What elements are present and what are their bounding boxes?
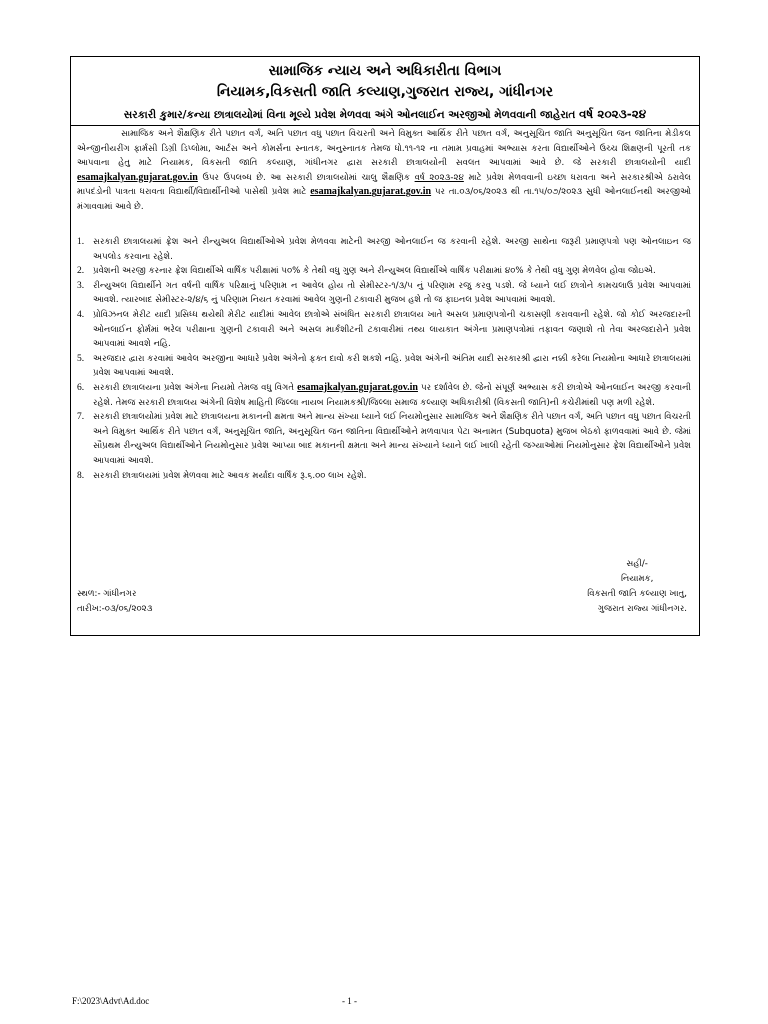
date-label: તારીખ:-૦૩/૦૬/૨૦૨૩ [77,604,153,614]
list-item [77,469,691,484]
item-text: પ્રોવિઝનલ મેરીટ યાદી પ્રસિધ્ધ થયેથી મેરીટ યાદીમાં આવેલ છાત્રોએ સંબંધિત સરકારી છાત્રાલય ખાતે અસલ પ્રમાણપત્રોની ચકાસણી કરાવવાની રહેશે. જો કોઈ અરજદારની ઓનલાઈન ફોર્મમાં ભરેલ પરીક્ષાના ગુણની ટકાવારી અને અસલ માર્કશીટની ટકાવારીમાં તથ્ય લાયકાત અંગેના પ્રમાણપત્રોમાં તફાવત જણાશે તો તેવા અરજદારોને પ્રવેશ આપવામાં આવશે નહિ. [93,309,691,350]
portal-link-2[interactable]: esamajkalyan.gujarat.gov.in [310,186,432,198]
item-number: 2. [77,266,85,277]
item-text: સરકારી છાત્રાલયમાં પ્રવેશ મેળવવા માટે આવક મર્યાદા વાર્ષિક રૂ.૬.૦૦ લાખ રહેશે. [93,470,367,481]
header-divider [71,125,699,126]
item-text: રીન્યુઅલ વિદ્યાર્થીને ગત વર્ષની વાર્ષિક પરિક્ષાનું પરિણામ ન આવેલ હોય તો સેમીસ્ટર-૧/૩/૫ નું પરિણામ રજુ કરવુ પડશે. જે ધ્યાને લઈ છાત્રોને કામચલાઉ પ્રવેશ આપવામાં આવશે. ત્યારબાદ સેમીસ્ટર-૨/૪/૬ નું પરિણામ નિયત કરવામાં આવેલ ગુણની ટકાવારી મુજબ હશે તો જ ફાઇનલ પ્રવેશ આપવામાં આવશે. [93,280,691,306]
signatory-department: વિકસતી જાતિ કલ્યાણ ખાતુ, [587,589,687,599]
notice-subject-year: વર્ષ ૨૦૨૩-૨૪ [579,107,647,121]
list-item [77,308,691,352]
item-text: પર દર્શાવેલ છે. જેનો સંપૂર્ણ અભ્યાસ કરી છાત્રોએ ઓનલાઈન અરજી કરવાની રહેશે. તેમજ સરકારી છાત્રાલય અંગેની વિશેષ માહિતી જિલ્લા નાયબ નિયામકશ્રી/જિલ્લા સમાજ કલ્યાણ અધિકારીશ્રી (વિકસતી જાતિ)ની કચેરીમાંથી પણ મળી રહેશે. [93,382,692,408]
page-number: - 1 - [342,996,357,1006]
signatory-place: ગુજરાત રાજ્ય ગાંધીનગર. [597,604,687,614]
item-text: અરજદાર દ્વારા કરવામાં આવેલ અરજીના આધારે પ્રવેશ અંગેનો ફક્ત દાવો કરી શકશે નહિ. પ્રવેશ અંગેની અંતિમ યાદી સરકારશ્રી દ્વારા નક્કી કરેલા નિયમોના આધારે છાત્રાલયમાં પ્રવેશ આપવામાં આવશે. [93,353,691,379]
item-text: પ્રવેશની અરજી કરનાર ફ્રેશ વિદ્યાર્થીએ વાર્ષિક પરીક્ષામાં ૫૦% કે તેથી વધુ ગુણ અને રીન્યુઅલ વિદ્યાર્થીએ વાર્ષિક પરીક્ષામાં ૪૦% કે તેથી વધુ ગુણ મેળવેલ હોવા જોઇએ. [93,266,656,277]
item-number: 8. [77,470,85,481]
item-number: 1. [77,237,85,247]
notice-frame [70,56,700,636]
notice-subject [71,107,699,122]
notice-subject-text: સરકારી કુમાર/કન્યા છાત્રાલયોમાં વિના મૂલ્યે પ્રવેશ મેળવવા અંગે ઓનલાઈન અરજીઓ મેળવવાની જાહેરાત [123,109,576,121]
item-number: 7. [77,412,85,423]
portal-link-3[interactable]: esamajkalyan.gujarat.gov.in [297,381,418,393]
rules-list [77,235,691,483]
signatory-title: નિયામક, [620,574,654,584]
list-item [77,381,691,410]
intro-year: વર્ષ ૨૦૨૩-૨૪ [414,172,464,183]
signature-block [587,557,687,617]
place-label: સ્થળ:- ગાંધીનગર [77,589,137,599]
office-title: નિયામક,વિકસતી જાતિ કલ્યાણ,ગુજરાત રાજ્ય, ગાંધીનગર [216,84,554,100]
item-text-pre: સરકારી છાત્રાલયના પ્રવેશ અંગેના નિયમો તેમજ વધુ વિગતે [93,382,295,393]
list-item [77,352,691,381]
item-number: 4. [77,309,85,320]
intro-part1: સામાજિક અને શૈક્ષણિક રીતે પછાત વર્ગ, અતિ પછાત વધુ પછાત વિચરતી અને વિમુક્ત આર્થિક રીતે પછાત વર્ગ, અનુસૂચિત જાતિ અનુસૂચિત જન જાતિના મેડીકલ એન્જીનીયરીંગ ફાર્મસી ડિગ્રી ડિપ્લોમા, આર્ટસ અને કોમર્સના સ્નાતક, અનુસ્નાતક તેમજ ધો.૧૧-૧૨ ના તમામ પ્રવાહમાં અભ્યાસ કરતા વિદ્યાર્થીઓને ઉચ્ચ શિક્ષણની પૂરતી તક આપવાના હેતુ માટે નિયામક, વિકસતી જાતિ કલ્યાણ, ગાંધીનગર દ્વારા સરકારી છાત્રાલયોની સવલત આપવામાં આવે છે. જે સરકારી છાત્રાલયોની યાદી [77,129,691,169]
portal-link-1[interactable]: esamajkalyan.gujarat.gov.in [77,171,198,183]
item-number: 6. [77,382,85,393]
file-path: F:\2023\Advt\Ad.doc [72,996,150,1006]
item-text: સરકારી છાત્રાલયોમાં પ્રવેશ માટે છાત્રાલયના મકાનની ક્ષમતા અને માન્ય સંખ્યા ધ્યાને લઈ નિયમોનુસાર સામાજિક અને શૈક્ષણિક રીતે પછાત વર્ગ, અતિ પછાત વધુ પછાત વિચરતી અને વિમુક્ત આર્થિક રીતે પછાત વર્ગ, અનુસૂચિત જાતિ, અનુસૂચિત જન જાતિના વિદ્યાર્થીઓને મળવાપાત્ર પેટા અનામત (Subquota) મુજબ બેઠકો ફાળવવામાં આવે છે. જેમાં સૌપ્રથમ રીન્યુઅલ વિદ્યાર્થીઓને નિયમોનુસાર પ્રવેશ આપ્યા બાદ મકાનની ક્ષમતા અને માન્ય સંખ્યાને ધ્યાને લઈ ખાલી રહેતી જગ્યાઓમાં નિયમોનુસાર ફ્રેશ વિદ્યાર્થીઓને પ્રવેશ આપવામાં આવશે. [93,412,691,466]
signed-mark: સહી/- [626,559,648,569]
intro-part4: પર તા.૦૩/૦૬/૨૦૨૩ થી તા.૧૫/૦૭/૨૦૨૩ સુધી ઓનલાઈનથી અરજીઓ મંગાવવામાં આવે છે. [77,187,691,212]
item-text: સરકારી છાત્રાલયમાં ફ્રેશ અને રીન્યુઅલ વિદ્યાર્થીઓએ પ્રવેશ મેળવવા માટેની અરજી ઓનલાઈન જ કરવાની રહેશે. અરજી સાથેના જરૂરી પ્રમાણપત્રો પણ ઓનલાઇન જ અપલોડ કરવાના રહેશે. [93,237,691,262]
intro-paragraph [77,127,691,215]
item-number: 3. [77,280,85,291]
intro-part2: ઉપર ઉપલબ્ધ છે. આ સરકારી છાત્રાલયોમાં ચાલુ શૈક્ષણિક [202,172,410,183]
place-date-block [77,587,152,617]
list-item [77,410,691,468]
list-item [77,279,691,308]
department-title: સામાજિક ન્યાય અને અધિકારીતા વિભાગ [268,63,502,79]
list-item [77,235,691,264]
list-item [77,264,691,279]
intro-part3: માટે પ્રવેશ મેળવવાની ઇચ્છા ધરાવતા અને સરકારશ્રીએ ઠરાવેલ માપદંડોની પાત્રતા ધરાવતા વિદ્યાર્થી/વિદ્યાર્થીનીઓ પાસેથી પ્રવેશ માટે [77,172,691,198]
item-number: 5. [77,353,85,364]
